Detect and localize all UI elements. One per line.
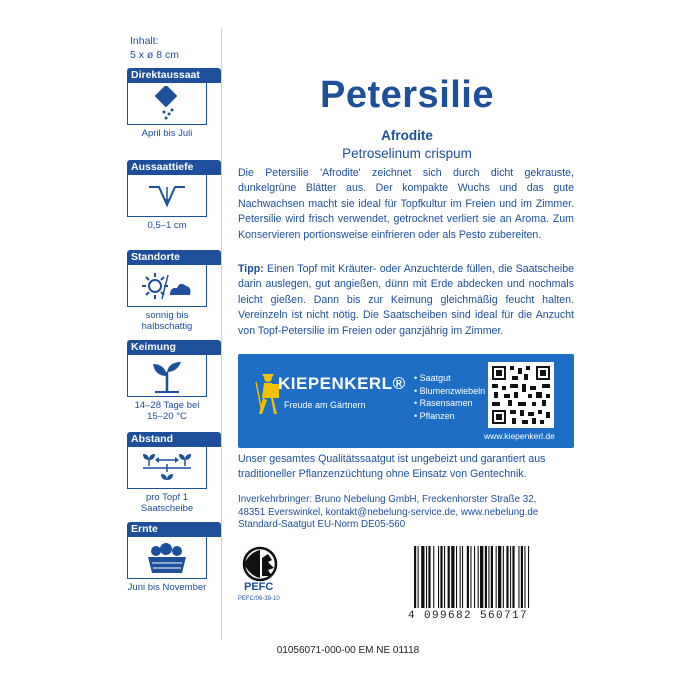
info-block-location bbox=[127, 250, 221, 332]
distributor-info bbox=[238, 494, 574, 532]
seed-packet-back bbox=[120, 28, 576, 640]
qr-code-icon[interactable] bbox=[488, 362, 554, 428]
contents-info bbox=[130, 34, 179, 62]
block-title: Direktaussaat bbox=[127, 68, 221, 83]
barcode-number: 4 099682 560717 bbox=[408, 610, 529, 622]
barcode-icon bbox=[408, 546, 576, 610]
block-title: Ernte bbox=[127, 522, 221, 537]
block-caption: 14–28 Tage bei 15–20 °C bbox=[134, 400, 200, 422]
pefc-label: PEFC bbox=[244, 581, 274, 593]
info-block-germination bbox=[127, 340, 221, 422]
brand-lockup bbox=[248, 374, 408, 414]
brand-url[interactable]: www.kiepenkerl.de bbox=[484, 431, 555, 441]
block-title: Standorte bbox=[127, 250, 221, 265]
sprout-icon bbox=[127, 355, 207, 397]
category-item: • Blumenzwiebeln bbox=[414, 385, 486, 396]
block-title: Abstand bbox=[127, 432, 221, 447]
sidebar bbox=[120, 28, 221, 640]
category-item: • Saatgut bbox=[414, 373, 451, 383]
info-block-spacing bbox=[127, 432, 221, 514]
divider-line bbox=[221, 28, 222, 640]
info-block-direct-sowing bbox=[127, 68, 221, 139]
sowing-depth-icon bbox=[127, 175, 207, 217]
brand-banner bbox=[238, 354, 574, 448]
contents-value: 5 x ø 8 cm bbox=[130, 49, 180, 61]
distributor-line: Standard-Saatgut EU-Norm DE05-560 bbox=[238, 519, 406, 530]
contents-label: Inhalt: bbox=[130, 35, 159, 47]
category-item: • Pflanzen bbox=[414, 410, 455, 421]
block-caption: 0,5–1 cm bbox=[147, 220, 187, 231]
product-description: Die Petersilie 'Afrodite' zeichnet sich durch dicht gekrauste, dunkelgrüne Blätter aus. Der kompakte Wuchs und das gute Nachwachsen macht sie ideal für Topfkultur im Freien und im Zimmer. Petersilie wird frisch verwendet, getrocknet verliert sie an Aroma. Zum Konservieren portionsweise einfrieren oder als Pesto zubereiten. bbox=[238, 167, 574, 241]
quality-guarantee: Unser gesamtes Qualitätssaatgut ist ungebeizt und garantiert aus traditioneller Pflanzenzüchtung ohne Einsatz von Gentechnik. bbox=[238, 453, 546, 480]
variety-name: Afrodite bbox=[381, 128, 433, 143]
block-caption: April bis Juli bbox=[141, 128, 193, 139]
latin-name: Petroselinum crispum bbox=[342, 146, 472, 161]
tip-text: Einen Topf mit Kräuter- oder Anzuchterde füllen, die Saatscheibe darin auslegen, gut angießen, dünn mit Erde abdecken und nochmals leicht gießen. Dann bis zur Keimung gleichmäßig feucht halten. Vereinzeln ist nicht nötig. Die Saatscheiben sind ideal für die Anzucht von Topf-Petersilie im Freien oder ganzjährig im Zimmer. bbox=[238, 263, 574, 337]
info-block-harvest bbox=[127, 522, 221, 593]
tip-paragraph bbox=[238, 262, 574, 339]
category-item: • Rasensamen bbox=[414, 398, 473, 408]
article-number: 01056071-000-00 EM NE 01118 bbox=[276, 645, 420, 656]
spacing-icon bbox=[127, 447, 207, 489]
block-caption: sonnig bis halbschattig bbox=[141, 310, 193, 332]
block-caption: pro Topf 1 Saatscheibe bbox=[140, 492, 194, 514]
brand-name: KIEPENKERL® bbox=[278, 374, 406, 393]
brand-slogan: Freude am Gärtnern bbox=[284, 400, 366, 410]
distributor-line: Inverkehrbringer: Bruno Nebelung GmbH, Freckenhorster Straße 32, bbox=[238, 494, 537, 505]
pefc-code: PEFC/06-39-10 bbox=[238, 596, 280, 602]
product-title: Petersilie bbox=[320, 74, 494, 116]
seed-packet-icon bbox=[127, 83, 207, 125]
info-block-sowing-depth bbox=[127, 160, 221, 231]
tip-label: Tipp: bbox=[238, 263, 264, 275]
block-title: Aussaattiefe bbox=[127, 160, 221, 175]
block-caption: Juni bis November bbox=[127, 582, 207, 593]
distributor-line: 48351 Everswinkel, kontakt@nebelung-service.de, www.nebelung.de bbox=[238, 506, 539, 518]
kiepenkerl-logo-icon bbox=[252, 372, 280, 416]
sun-cloud-icon bbox=[127, 265, 207, 307]
block-title: Keimung bbox=[127, 340, 221, 355]
product-categories bbox=[414, 372, 485, 422]
harvest-basket-icon bbox=[127, 537, 207, 579]
